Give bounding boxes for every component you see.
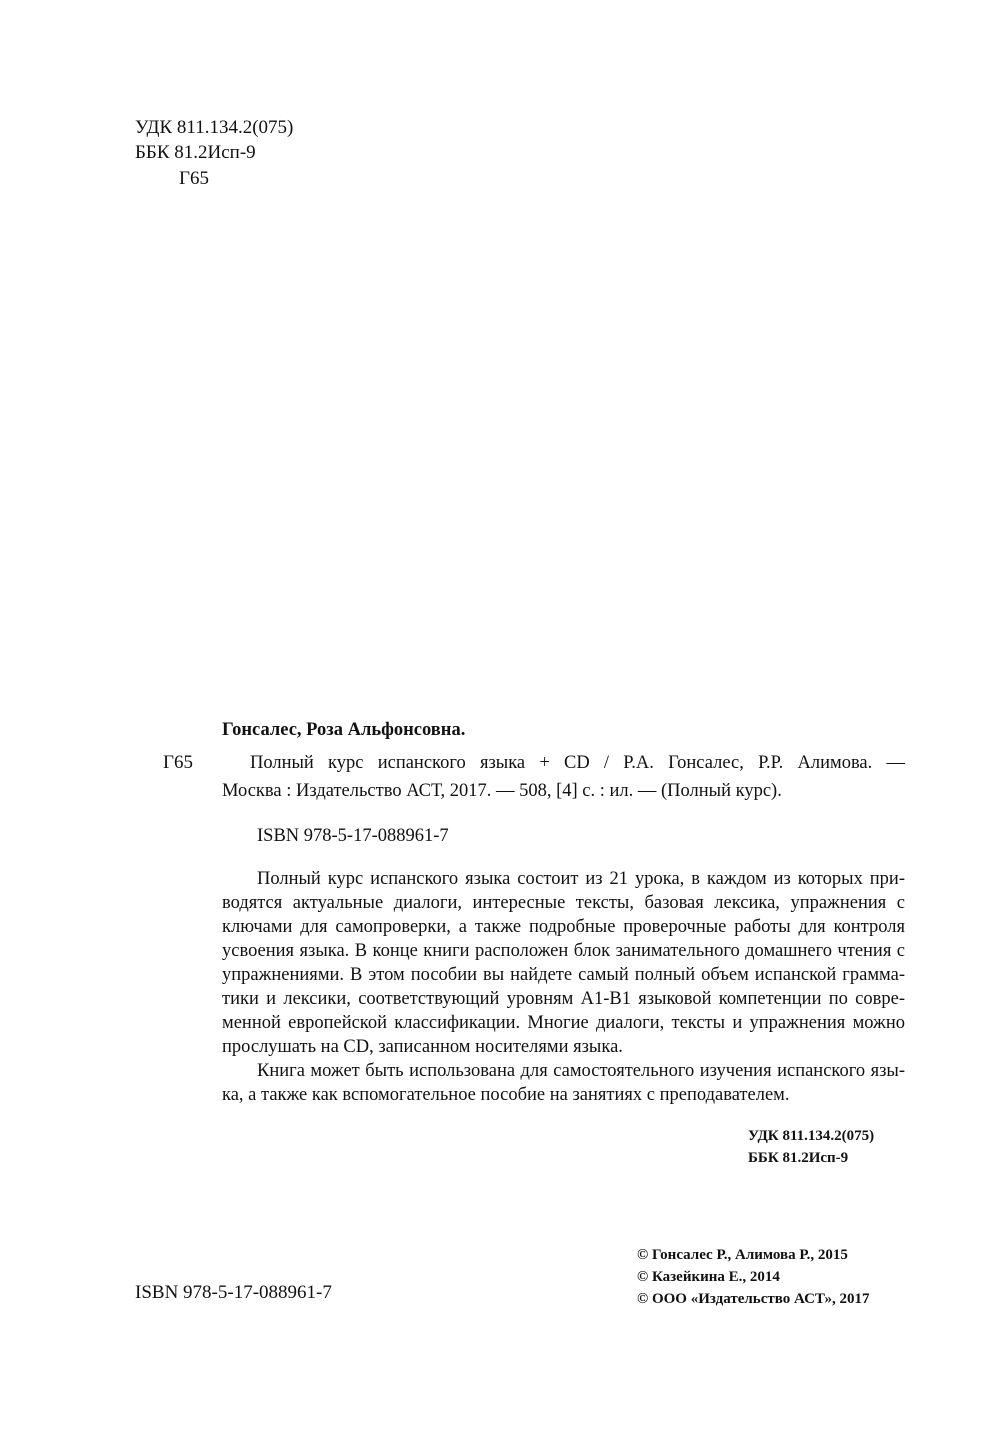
annotation-line: прослушать на CD, записанном носителями языка. [222,1037,623,1057]
entry-title-line-2: Москва : Издательство АСТ, 2017. — 508, [4] с. : ил. — (Полный курс). [222,781,782,801]
copyright-line: © Казейкина Е., 2014 [637,1269,780,1285]
entry-isbn: ISBN 978-5-17-088961-7 [257,826,449,846]
udk-code-top: УДК 811.134.2(075) [135,117,294,138]
annotation-line: водятся актуальные диалоги, интересные тексты, базовая лексика, упражнения с [222,893,905,913]
footer-isbn: ISBN 978-5-17-088961-7 [135,1282,332,1303]
copyright-line: © Гонсалес Р., Алимова Р., 2015 [637,1247,848,1263]
entry-author-sign: Г65 [163,752,193,773]
annotation-line: усвоения языка. В конце книги расположен блок занимательного домашнего чтения с [222,941,905,961]
annotation-line: ключами для самопроверки, а также подробные проверочные работы для контроля [222,917,905,937]
annotation-line: Книга может быть использована для самостоятельного изучения испанского язы- [257,1061,905,1081]
annotation-line: тики и лексики, соответствующий уровням А1-В1 языковой компетенции по совре- [222,989,905,1009]
annotation-line: упражнениями. В этом пособии вы найдете самый полный объем испанской грамма- [222,965,905,985]
annotation-line: менной европейской классификации. Многие диалоги, тексты и упражнения можно [222,1013,905,1033]
copyright-line: © ООО «Издательство АСТ», 2017 [637,1291,870,1307]
bbk-code-right: ББК 81.2Исп-9 [748,1150,849,1166]
bbk-code-top: ББК 81.2Исп-9 [135,142,256,163]
annotation-line: Полный курс испанского языка состоит из 21 урока, в каждом из которых при- [257,869,905,889]
annotation-line: ка, а также как вспомогательное пособие на занятиях с преподавателем. [222,1085,790,1105]
entry-title-line-1: Полный курс испанского языка + CD / Р.А. Гонсалес, Р.Р. Алимова. — [250,753,905,773]
udk-code-right: УДК 811.134.2(075) [748,1128,875,1144]
entry-author: Гонсалес, Роза Альфонсовна. [222,720,466,740]
author-sign-top: Г65 [179,168,209,189]
